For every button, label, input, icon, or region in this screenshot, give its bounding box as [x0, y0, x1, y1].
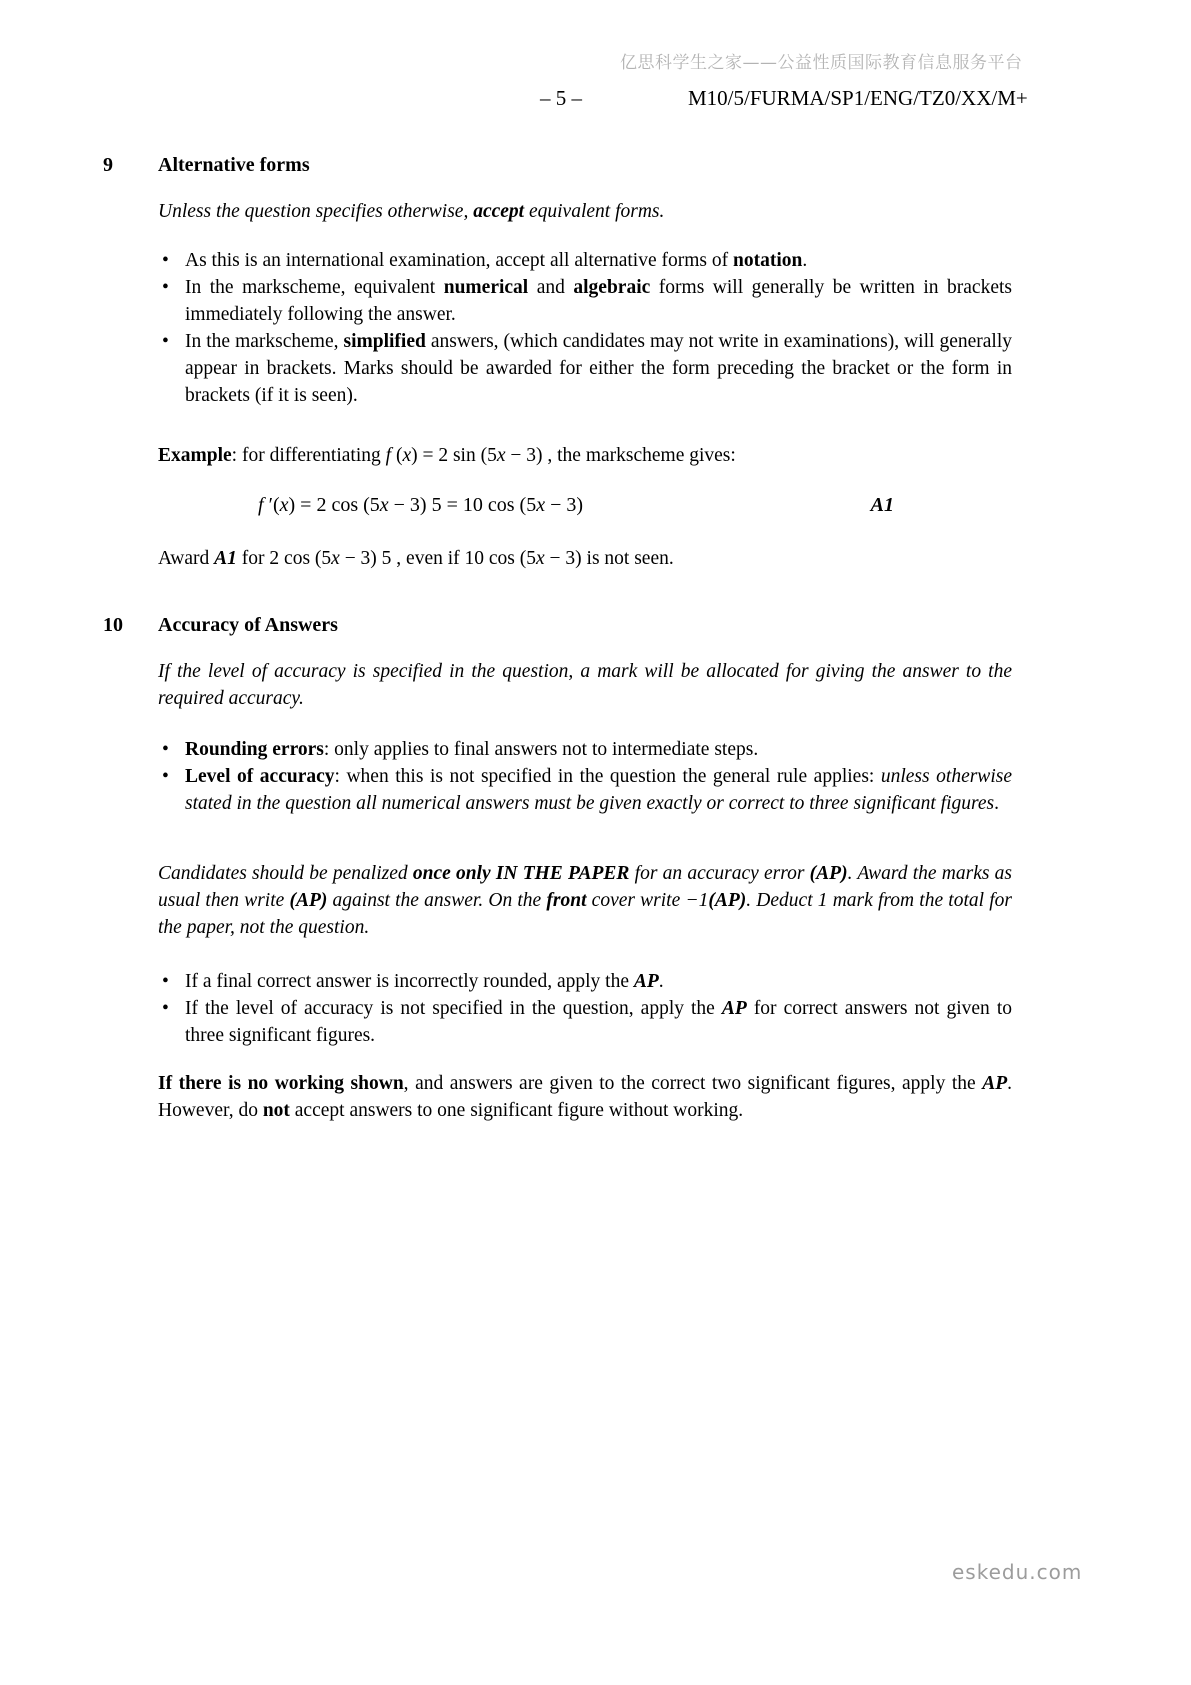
section-10-bullet-list-top [158, 736, 1012, 817]
bullet-item: • In the markscheme, simplified answers, (which candidates may not write in examinations), will generally appear in brackets. Marks should be awarded for either the form preceding the bracket or the form in brackets (if it is seen). [158, 328, 1012, 409]
ap-paragraph: Candidates should be penalized once only IN THE PAPER for an accuracy error (AP). Award the marks as usual then write (AP) against the answer. On the front cover write −1(AP). Deduct 1 mark from the total for the paper, not the question. [158, 863, 1012, 938]
page-number: – 5 – [540, 86, 582, 110]
bullet-item: • If a final correct answer is incorrectly rounded, apply the AP. [158, 968, 1012, 995]
bullet-item: • As this is an international examination, accept all alternative forms of notation. [158, 247, 1012, 274]
bottom-watermark: eskedu.com [952, 1560, 1083, 1584]
section-9-bullet-list [158, 247, 1012, 409]
closing-paragraph: If there is no working shown, and answers are given to the correct two significant figures, apply the AP. However, do not accept answers to one significant figure without working. [158, 1073, 1012, 1121]
section-10-number: 10 [103, 614, 123, 636]
section-10-bullet-list-bottom [158, 968, 1012, 1049]
award-line: Award A1 for 2 cos (5x − 3) 5 , even if 10 cos (5x − 3) is not seen. [158, 548, 674, 569]
section-9-heading [103, 152, 310, 178]
mark-a1: A1 [870, 494, 894, 516]
section-9-title: Alternative forms [158, 154, 310, 176]
formula-expression: f ′(x) = 2 cos (5x − 3) 5 = 10 cos (5x − 3) [258, 494, 584, 516]
paper-code: M10/5/FURMA/SP1/ENG/TZ0/XX/M+ [688, 86, 1028, 110]
bullet-item: • Rounding errors: only applies to final answers not to intermediate steps. [158, 736, 1012, 763]
bullet-item: • Level of accuracy: when this is not specified in the question the general rule applies: unless otherwise stated in the question all numerical answers must be given exactly or correct to three significant figures. [158, 763, 1012, 817]
bullet-item: • In the markscheme, equivalent numerical and algebraic forms will generally be written in brackets immediately following the answer. [158, 274, 1012, 328]
top-watermark: 亿思科学生之家——公益性质国际教育信息服务平台 [620, 53, 1023, 73]
example-line: Example: for differentiating f (x) = 2 sin (5x − 3) , the markscheme gives: [158, 445, 736, 466]
formula-row [158, 492, 1012, 519]
section-10-heading [103, 612, 338, 638]
section-10-title: Accuracy of Answers [158, 614, 338, 636]
bullet-item: • If the level of accuracy is not specified in the question, apply the AP for correct answers not given to three significant figures. [158, 995, 1012, 1049]
section-9-intro: Unless the question specifies otherwise, accept equivalent forms. [158, 201, 665, 222]
section-10-intro: If the level of accuracy is specified in the question, a mark will be allocated for giving the answer to the required accuracy. [158, 661, 1012, 709]
section-9-number: 9 [103, 154, 113, 176]
